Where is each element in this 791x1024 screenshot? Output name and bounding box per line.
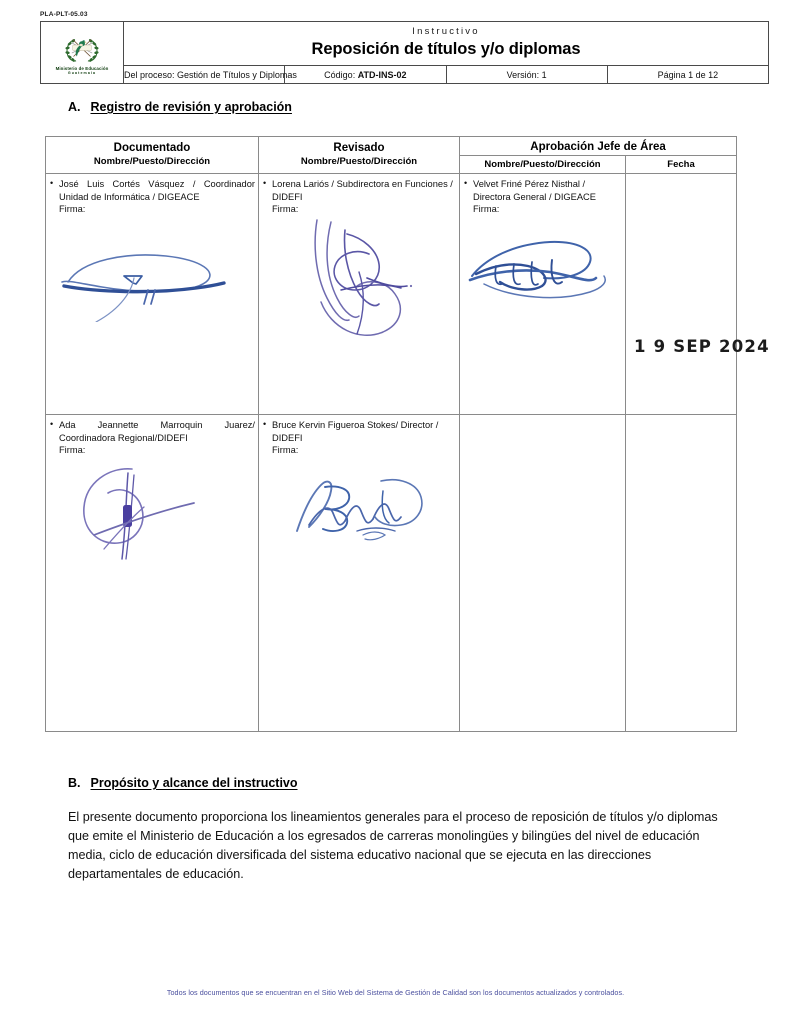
- approval-date-stamp: 1 9 SEP 2024: [634, 337, 770, 356]
- person-name-line: • José Luis Cortés Vásquez / Coordinador: [59, 179, 255, 189]
- section-b-letter: B.: [68, 776, 81, 790]
- form-code-label: PLA-PLT-05.03: [40, 11, 88, 18]
- column-header-aprobacion: Aprobación Jefe de Área: [460, 137, 737, 156]
- person-name-line: • Lorena Lariós / Subdirectora en Funciones /: [272, 179, 453, 189]
- section-b-heading: [68, 776, 298, 790]
- cell-fecha: [626, 174, 770, 415]
- firma-label: Firma:: [473, 204, 500, 215]
- column-header-fecha: Fecha: [626, 156, 737, 174]
- firma-label: Firma:: [59, 445, 86, 456]
- table-row: [46, 415, 737, 732]
- documentado-subtitle: Nombre/Puesto/Dirección: [93, 156, 211, 168]
- table-row: [46, 174, 737, 415]
- documentado-title: Documentado: [113, 141, 191, 154]
- document-title: Reposición de títulos y/o diplomas: [311, 39, 581, 58]
- document-title-cell: [124, 22, 769, 66]
- signature-jose-luis-cortes: [56, 242, 246, 322]
- person-detail-line: Coordinadora Regional/DIDEFI: [59, 432, 188, 443]
- table-header-row-top: [46, 137, 737, 156]
- firma-label: Firma:: [59, 204, 86, 215]
- firma-label: Firma:: [272, 204, 299, 215]
- page-footer-note: Todos los documentos que se encuentran en el Sitio Web del Sistema de Gestión de Calidad son los documentos actualizados y controlados.: [166, 988, 625, 997]
- ministry-logo-cell: [41, 22, 124, 84]
- cell-documentado: [46, 174, 259, 415]
- cell-aprobacion: [460, 415, 626, 732]
- firma-label: Firma:: [272, 445, 299, 456]
- code-label: Código:: [324, 69, 356, 80]
- approval-register-table: [45, 136, 770, 732]
- country-name-label: Guatemala: [67, 71, 97, 76]
- person-name-line: • Ada Jeannette Marroquin Juarez/: [59, 420, 255, 430]
- section-b-paragraph: El presente documento proporciona los lineamientos generales para el proceso de reposición de títulos y/o diplomas que emite el Ministerio de Educación a los egresados de carreras monolingües y bilingües del nivel de educación media, ciclo de educación diversificada del sistema educativo nacional que se ejecuta en las direcciones departamentales de educación.: [68, 810, 718, 882]
- column-header-documentado: [46, 137, 259, 174]
- signature-velvet-frine-perez: [466, 236, 626, 306]
- ministry-name-label: Ministerio de Educación: [55, 65, 109, 71]
- section-a-letter: A.: [68, 100, 81, 114]
- person-name-line: • Bruce Kervin Figueroa Stokes/ Director /: [272, 420, 439, 430]
- person-name-line: • Velvet Friné Pérez Nisthal /: [473, 179, 586, 189]
- person-entry: [263, 178, 456, 203]
- cell-revisado: [259, 174, 460, 415]
- person-detail-line: DIDEFI: [272, 432, 303, 443]
- column-header-revisado: [259, 137, 460, 174]
- signature-bruce-kervin-figueroa: [281, 473, 441, 545]
- person-detail-line: DIDEFI: [272, 191, 303, 202]
- cell-documentado: [46, 415, 259, 732]
- person-entry: [464, 178, 622, 203]
- guatemala-coat-of-arms-icon: [60, 31, 104, 65]
- signature-lorena-larios: [301, 216, 436, 356]
- section-b-title: Propósito y alcance del instructivo: [90, 776, 298, 790]
- person-detail-line: Unidad de Informática / DIGEACE: [59, 191, 200, 202]
- cell-revisado: [259, 415, 460, 732]
- document-type-label: Instructivo: [412, 26, 480, 37]
- section-a-heading: [68, 100, 292, 114]
- cell-aprobacion: [460, 174, 626, 415]
- version-value: 1: [541, 69, 547, 80]
- page-number-label: Página 1 de 12: [607, 66, 768, 84]
- version-label: Versión:: [506, 69, 540, 80]
- person-entry: [50, 419, 255, 444]
- person-entry: [263, 419, 456, 444]
- revisado-subtitle: Nombre/Puesto/Dirección: [300, 156, 418, 168]
- version-cell: [446, 66, 607, 84]
- cell-fecha: [626, 415, 737, 732]
- document-header-table: [40, 21, 769, 84]
- person-entry: [50, 178, 255, 203]
- column-header-aprobacion-nombre: Nombre/Puesto/Dirección: [460, 156, 626, 174]
- code-value: ATD-INS-02: [357, 69, 407, 80]
- revisado-title: Revisado: [333, 141, 385, 154]
- person-detail-line: Directora General / DIGEACE: [473, 191, 596, 202]
- code-cell: [285, 66, 446, 84]
- section-a-title: Registro de revisión y aprobación: [90, 100, 292, 114]
- signature-ada-jeannette-marroquin: [68, 463, 198, 563]
- process-label: Del proceso: Gestión de Títulos y Diplomas: [124, 66, 285, 84]
